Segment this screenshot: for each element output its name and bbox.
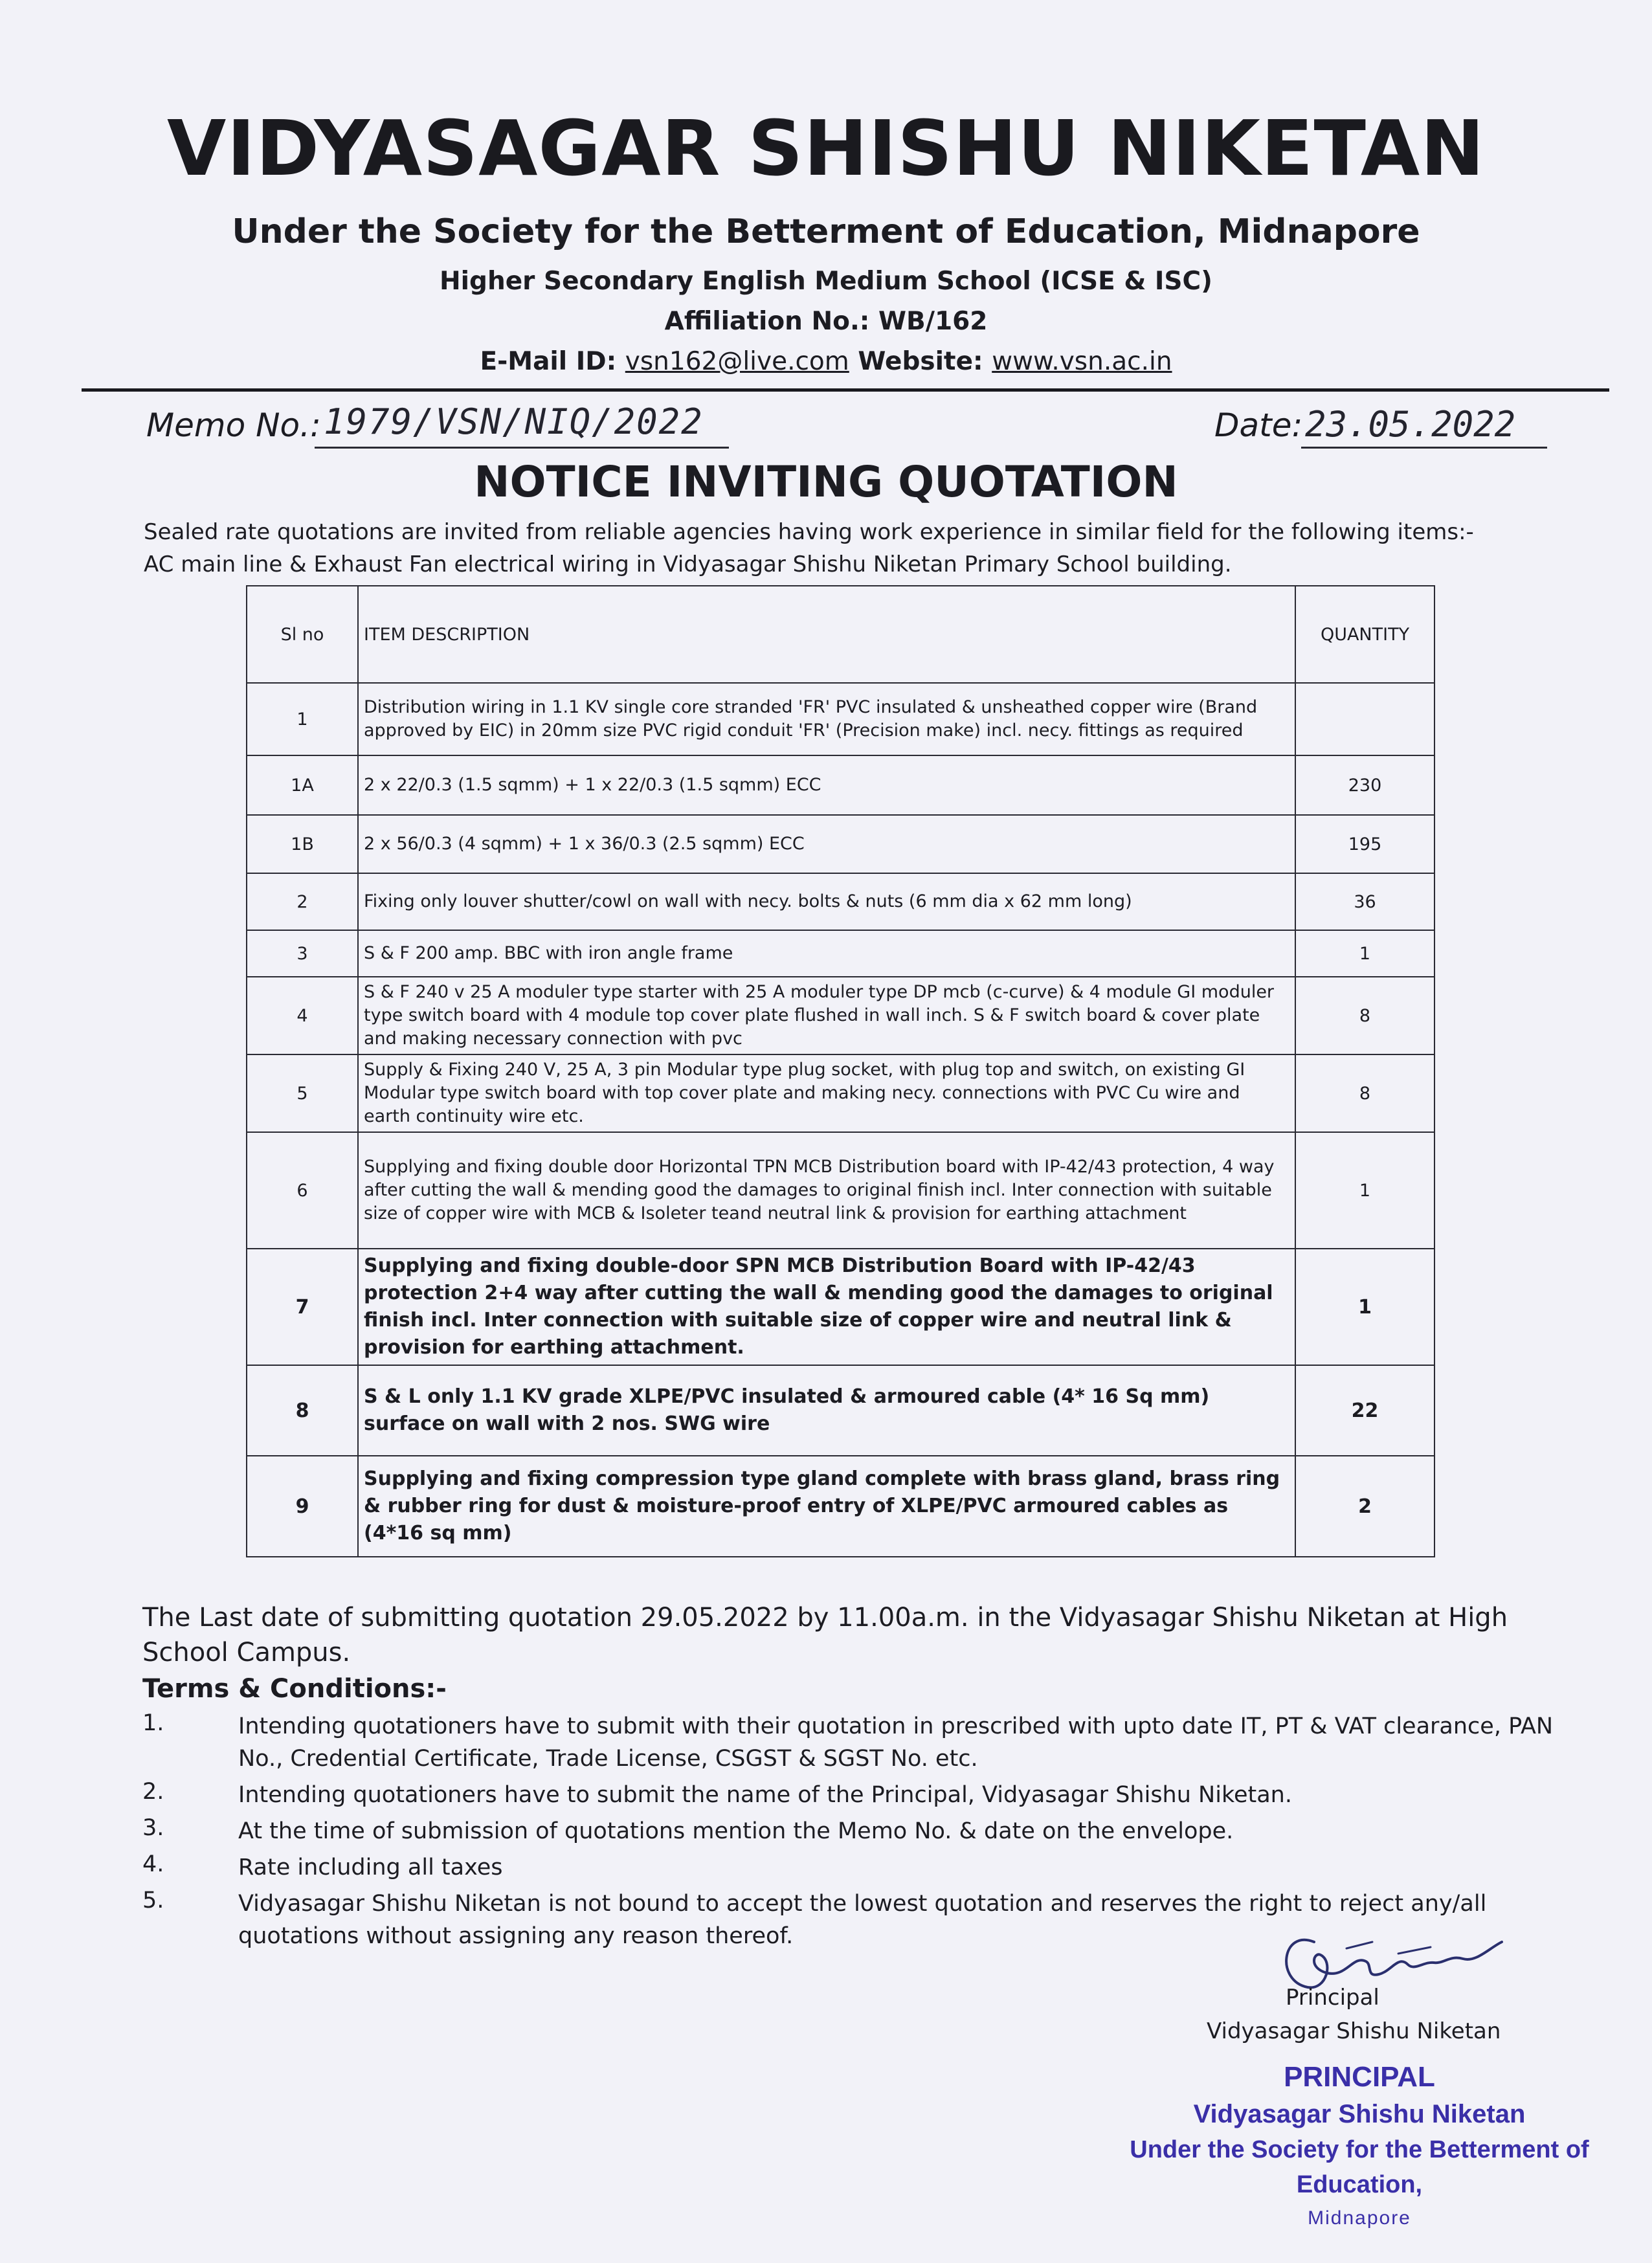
- affiliation-line: [0, 307, 1652, 336]
- row-sl: 5: [247, 1054, 358, 1132]
- row-quantity: 8: [1295, 1054, 1434, 1132]
- row-sl: 2: [247, 873, 358, 930]
- term-number: 2.: [142, 1779, 164, 1805]
- table-row: [247, 1132, 1434, 1249]
- signature-school: Vidyasagar Shishu Niketan: [1207, 2018, 1501, 2044]
- date-label: Date:: [1214, 407, 1303, 444]
- table-row: [247, 873, 1434, 930]
- header-quantity: QUANTITY: [1295, 586, 1434, 683]
- items-table: [246, 585, 1435, 1557]
- row-description: Distribution wiring in 1.1 KV single core stranded 'FR' PVC insulated & unsheathed copper wire (Brand approved by EIC) in 20mm size PVC rigid conduit 'FR' (Precision make) incl. necy. fittings as required: [358, 683, 1295, 755]
- term-number: 5.: [142, 1888, 164, 1913]
- notice-title: NOTICE INVITING QUOTATION: [474, 457, 1178, 507]
- table-row: [247, 683, 1434, 755]
- row-description: 2 x 56/0.3 (4 sqmm) + 1 x 36/0.3 (2.5 sqmm) ECC: [358, 815, 1295, 873]
- row-quantity: 22: [1295, 1365, 1434, 1456]
- row-sl: 9: [247, 1456, 358, 1557]
- table-row: [247, 815, 1434, 873]
- list-item: [142, 1851, 1567, 1884]
- intro-line-2: AC main line & Exhaust Fan electrical wiring in Vidyasagar Shishu Niketan Primary School building.: [144, 552, 1232, 577]
- principal-stamp: [1100, 2058, 1618, 2235]
- row-quantity: 1: [1295, 1132, 1434, 1249]
- term-text: Vidyasagar Shishu Niketan is not bound to accept the lowest quotation and reserves the right to reject any/all quotations without assigning any reason thereof.: [238, 1891, 1487, 1949]
- row-sl: 8: [247, 1365, 358, 1456]
- list-item: [142, 1779, 1567, 1811]
- memo-label: Memo No.:: [146, 407, 321, 444]
- society-line: Under the Society for the Betterment of Education, Midnapore: [232, 212, 1420, 251]
- row-description: S & F 240 v 25 A moduler type starter with 25 A moduler type DP mcb (c-curve) & 4 module GI moduler type switch board with 4 module top cover plate flushed in wall inch. S & F switch board & cover plate and making necessary connection with pvc: [358, 977, 1295, 1054]
- stamp-place: Midnapore: [1308, 2207, 1411, 2229]
- row-description: S & F 200 amp. BBC with iron angle frame: [358, 930, 1295, 977]
- row-description: Supplying and fixing compression type gland complete with brass gland, brass ring & rubber ring for dust & moisture-proof entry of XLPE/PVC armoured cables as (4*16 sq mm): [358, 1456, 1295, 1557]
- table-row: [247, 1365, 1434, 1456]
- school-name: VIDYASAGAR SHISHU NIKETAN: [167, 104, 1485, 193]
- term-number: 3.: [142, 1815, 164, 1841]
- table-row: [247, 755, 1434, 815]
- row-quantity: 2: [1295, 1456, 1434, 1557]
- row-sl: 1: [247, 683, 358, 755]
- website-link[interactable]: www.vsn.ac.in: [992, 347, 1172, 376]
- row-sl: 4: [247, 977, 358, 1054]
- table-row: [247, 1456, 1434, 1557]
- term-text: Intending quotationers have to submit the name of the Principal, Vidyasagar Shishu Niketan.: [238, 1782, 1292, 1808]
- row-description: 2 x 22/0.3 (1.5 sqmm) + 1 x 22/0.3 (1.5 sqmm) ECC: [358, 755, 1295, 815]
- intro-line-1: Sealed rate quotations are invited from reliable agencies having work experience in similar field for the following items:-: [144, 519, 1474, 545]
- row-description: Supply & Fixing 240 V, 25 A, 3 pin Modular type plug socket, with plug top and switch, on existing GI Modular type switch board with top cover plate and making necy. connections with PVC Cu wire and earth continuity wire etc.: [358, 1054, 1295, 1132]
- memo-date: 23.05.2022: [1305, 404, 1516, 445]
- memo-underline: [315, 447, 729, 449]
- list-item: [142, 1710, 1567, 1775]
- table-row: [247, 1249, 1434, 1365]
- header-divider: [82, 388, 1609, 392]
- row-quantity: [1295, 683, 1434, 755]
- stamp-society: Under the Society for the Betterment of Education,: [1130, 2136, 1589, 2198]
- table-row: [247, 1054, 1434, 1132]
- term-number: 4.: [142, 1851, 164, 1877]
- term-number: 1.: [142, 1710, 164, 1736]
- row-quantity: 1: [1295, 1249, 1434, 1365]
- row-description: Fixing only louver shutter/cowl on wall with necy. bolts & nuts (6 mm dia x 62 mm long): [358, 873, 1295, 930]
- affiliation-label: Affiliation No.:: [664, 307, 870, 336]
- memo-number: 1979/VSN/NIQ/2022: [324, 401, 704, 442]
- row-description: Supplying and fixing double-door SPN MCB Distribution Board with IP-42/43 protection 2+4 way after cutting the wall & mending good the damages to original finish incl. Inter connection with suitable size of copper wire and neutral link & provision for earthing attachment.: [358, 1249, 1295, 1365]
- website-label: Website:: [858, 347, 983, 376]
- last-date-notice: The Last date of submitting quotation 29.05.2022 by 11.00a.m. in the Vidyasagar Shishu Niketan at High School Campus.: [142, 1603, 1508, 1667]
- row-sl: 7: [247, 1249, 358, 1365]
- contact-line: [0, 347, 1652, 376]
- affiliation-value: WB/162: [878, 307, 988, 336]
- row-sl: 6: [247, 1132, 358, 1249]
- date-underline: [1301, 447, 1547, 449]
- row-sl: 3: [247, 930, 358, 977]
- term-text: Intending quotationers have to submit with their quotation in prescribed with upto date IT, PT & VAT clearance, PAN No., Credential Certificate, Trade License, CSGST & SGST No. etc.: [238, 1713, 1554, 1772]
- table-row: [247, 977, 1434, 1054]
- header-description: ITEM DESCRIPTION: [358, 586, 1295, 683]
- row-quantity: 230: [1295, 755, 1434, 815]
- row-quantity: 8: [1295, 977, 1434, 1054]
- email-label: E-Mail ID:: [480, 347, 617, 376]
- email-link[interactable]: vsn162@live.com: [625, 347, 849, 376]
- stamp-school: Vidyasagar Shishu Niketan: [1193, 2100, 1526, 2128]
- list-item: [142, 1815, 1567, 1847]
- school-type-line: Higher Secondary English Medium School (ICSE & ISC): [440, 267, 1212, 296]
- row-quantity: 195: [1295, 815, 1434, 873]
- row-sl: 1A: [247, 755, 358, 815]
- header-sl: Sl no: [247, 586, 358, 683]
- row-quantity: 36: [1295, 873, 1434, 930]
- term-text: At the time of submission of quotations mention the Memo No. & date on the envelope.: [238, 1818, 1234, 1844]
- items-table-wrapper: [246, 585, 1434, 1557]
- stamp-title: PRINCIPAL: [1284, 2061, 1435, 2093]
- table-header-row: [247, 586, 1434, 683]
- term-text: Rate including all taxes: [238, 1855, 503, 1880]
- signature-label: Principal: [1286, 1985, 1379, 2011]
- row-sl: 1B: [247, 815, 358, 873]
- table-row: [247, 930, 1434, 977]
- row-quantity: 1: [1295, 930, 1434, 977]
- row-description: Supplying and fixing double door Horizontal TPN MCB Distribution board with IP-42/43 protection, 4 way after cutting the wall & mending good the damages to original finish incl. Inter connection with suitable size of copper wire with MCB & Isoleter teand neutral link & provision for earthing attachment: [358, 1132, 1295, 1249]
- row-description: S & L only 1.1 KV grade XLPE/PVC insulated & armoured cable (4* 16 Sq mm) surface on wall with 2 nos. SWG wire: [358, 1365, 1295, 1456]
- terms-heading: Terms & Conditions:-: [142, 1674, 447, 1704]
